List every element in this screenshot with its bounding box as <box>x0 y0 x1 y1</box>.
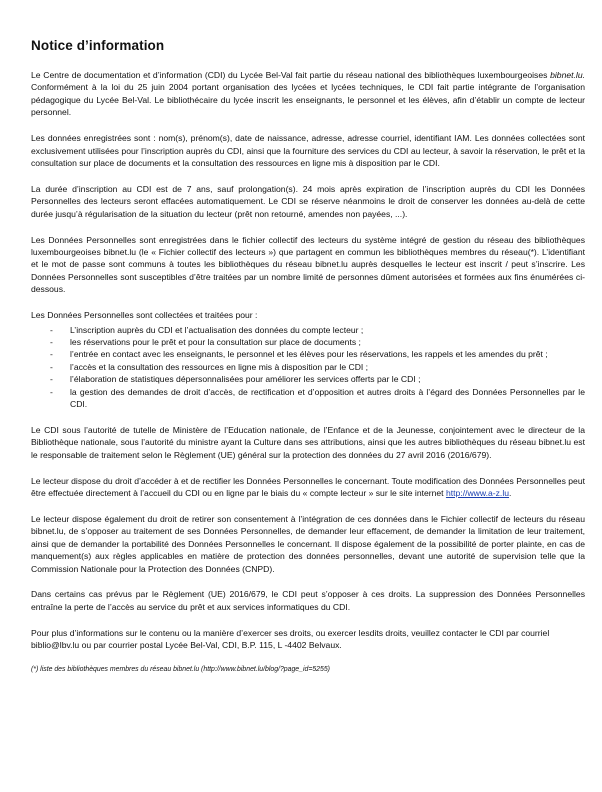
contact-paragraph: Pour plus d’informations sur le contenu ou la manière d’exercer ses droits, ou exercer lesdits droits, veuillez contacter le CDI par courriel biblio@lbv.lu ou par courrier postal Lycée Bel-Val, CDI, B.P. 115, L -4402 Belvaux. <box>31 627 550 651</box>
list-item <box>31 324 585 336</box>
list-item <box>31 373 585 385</box>
intro-network-name: bibnet.lu. <box>550 70 585 80</box>
list-item <box>31 348 585 360</box>
intro-text-c: Conformément à la loi du 25 juin 2004 portant organisation des lycées et lycées techniques, le CDI fait partie intégrante de l’organisation pédagogique du Lycée Bel-Val. Le bibliothécaire du lycée inscrit les enseignants, le personnel et les élèves, afin d’établir un compte de lecteur personnel. <box>31 82 585 118</box>
limitations-paragraph: Dans certains cas prévus par le Règlement (UE) 2016/679, le CDI peut s’opposer à ces droits. La suppression des Données Personnelles entraîne la perte de l’accès au service du prêt et aux services informatiques du CDI. <box>31 589 585 612</box>
storage-paragraph: Les Données Personnelles sont enregistrées dans le fichier collectif des lecteurs du système intégré de gestion du réseau des bibliothèques luxembourgeoises bibnet.lu (le « Fichier collectif des lecteurs ») que partagent en commun les bibliothèques membres du réseau(*). L’identifiant et le mot de passe sont communs à toutes les bibliothèques du réseau bibnet.lu auprès desquelles le lecteur est inscrit / peut s’inscrire. Les Données Personnelles sont susceptibles d’être traitées par un nombre limité de personnes dûment autorisées et formées aux fins énumérées ci-dessous. <box>31 234 585 295</box>
collected-data-paragraph: Les données enregistrées sont : nom(s), prénom(s), date de naissance, adresse, adresse courriel, identifiant IAM. Les données collectées sont exclusivement utilisées pour l’inscription auprès du CDI, ainsi que la fourniture des services du CDI au lecteur, à savoir la réservation, le prêt et la consultation sur place de documents et la consultation des ressources en ligne mis à disposition par le CDI. <box>31 133 585 168</box>
dash-bullet: - <box>50 374 53 385</box>
list-item-text: l’entrée en contact avec les enseignants, le personnel et les élèves pour les réservations, les rappels et les amendes du prêt ; <box>70 349 548 360</box>
list-item <box>31 361 585 373</box>
withdrawal-paragraph: Le lecteur dispose également du droit de retirer son consentement à l’intégration de ces données dans le Fichier collectif de lecteurs du réseau bibnet.lu, de s’opposer au traitement de ses Données Personnelles, de demander leur effacement, de demander la limitation de leur traitement, ainsi que de demander la portabilité des Données Personnelles le concernant. Il dispose également de la possibilité de porter plainte, en cas de manquement(s) aux règles applicables en matière de protection des données personnelles, devant une autorité de supervision telle que la Commission Nationale pour la Protection des Données (CNPD). <box>31 513 585 574</box>
dash-bullet: - <box>50 386 53 397</box>
list-item-text: l’accès et la consultation des ressources en ligne mis à disposition par le CDI ; <box>70 361 369 372</box>
access-rights-paragraph <box>31 475 585 500</box>
list-item-text: la gestion des demandes de droit d’accès, de rectification et d’opposition et autres droits à l’égard des Données Personnelles par le CDI. <box>70 386 585 409</box>
dash-bullet: - <box>50 361 53 372</box>
list-item <box>31 386 585 411</box>
dash-bullet: - <box>50 349 53 360</box>
access-rights-end: . <box>509 487 512 498</box>
dash-bullet: - <box>50 324 53 335</box>
retention-paragraph: La durée d’inscription au CDI est de 7 ans, sauf prolongation(s). 24 mois après expiration de l’inscription auprès du CDI les Données Personnelles des lecteurs seront effacées automatiquement. Le CDI se réserve néanmoins le droit de conserver les données au-delà de cette durée jusqu’à régularisation de la situation du lecteur (prêt non retourné, amendes non payées, ...). <box>31 183 585 219</box>
page-title: Notice d’information <box>31 38 165 53</box>
az-website-link[interactable]: http://www.a-z.lu <box>445 487 510 498</box>
purposes-list <box>31 324 585 411</box>
dash-bullet: - <box>50 336 53 347</box>
purposes-lead: Les Données Personnelles sont collectées et traitées pour : <box>31 310 258 321</box>
list-item-text: les réservations pour le prêt et pour la consultation sur place de documents ; <box>70 336 361 347</box>
document-page <box>31 38 585 682</box>
intro-text-a: Le Centre de documentation et d’information (CDI) du Lycée Bel-Val fait partie du réseau national des bibliothèques luxembourgeoises <box>31 70 551 80</box>
list-item <box>31 336 585 348</box>
list-item-text: l’élaboration de statistiques dépersonnalisées pour améliorer les services offerts par le CDI ; <box>70 374 421 385</box>
controller-paragraph: Le CDI sous l’autorité de tutelle de Ministère de l’Education nationale, de l’Enfance et de la Jeunesse, conjointement avec le directeur de la Bibliothèque nationale, sous l’autorité du ministre ayant la Culture dans ses attributions, ainsi que les autres bibliothèques du réseau bibnet.lu est le responsable de traitement selon le Règlement (UE) général sur la protection des données du 27 avril 2016 (2016/679). <box>31 424 585 460</box>
footnote: (*) liste des bibliothèques membres du réseau bibnet.lu (http://www.bibnet.lu/blog/?page_id=5255) <box>31 666 330 674</box>
list-item-text: L’inscription auprès du CDI et l’actualisation des données du compte lecteur ; <box>70 324 364 335</box>
intro-paragraph <box>31 69 585 119</box>
access-rights-text: Le lecteur dispose du droit d’accéder à et de rectifier les Données Personnelles le concernant. Toute modification des Données Personnelles peut être effectuée directement à l’accueil du CDI ou en ligne par le biais du « compte lecteur » sur le site internet <box>31 475 585 498</box>
